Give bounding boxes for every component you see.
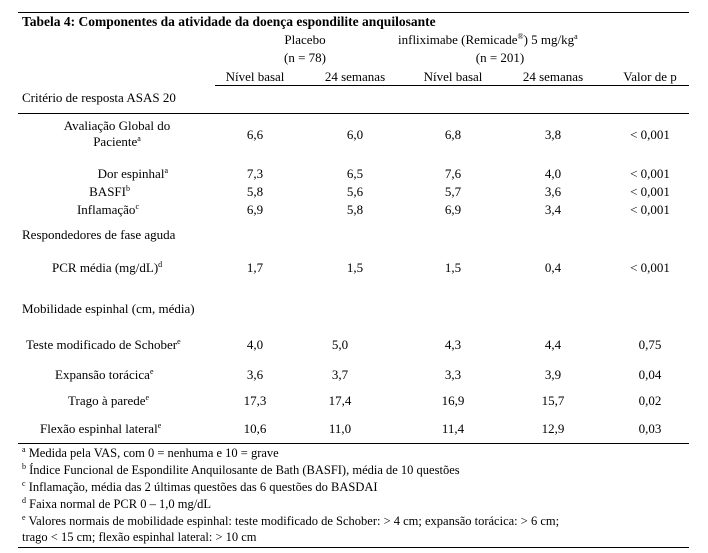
row-label-text: BASFI bbox=[89, 184, 126, 199]
cell: 3,7 bbox=[331, 367, 349, 382]
footnote-ref: e bbox=[149, 367, 154, 376]
row-label bbox=[22, 184, 130, 199]
cell: 3,4 bbox=[544, 202, 562, 217]
footnote-ref: c bbox=[135, 202, 139, 211]
row-label-text: Expansão torácica bbox=[55, 367, 150, 382]
infliximab-header bbox=[398, 32, 578, 47]
table-title: Tabela 4: Componentes da atividade da doença espondilite anquilosante bbox=[22, 14, 436, 29]
footnote-mark: e bbox=[22, 513, 26, 522]
cell: 12,9 bbox=[541, 421, 565, 436]
cell: 5,8 bbox=[246, 184, 264, 199]
col-basal-infliximab: Nível basal bbox=[423, 69, 483, 84]
infliximab-name: infliximabe (Remicade bbox=[398, 32, 518, 47]
cell: 6,9 bbox=[444, 202, 462, 217]
footnote-text: Medida pela VAS, com 0 = nenhuma e 10 = grave bbox=[25, 446, 279, 460]
cell: < 0,001 bbox=[630, 166, 670, 181]
cell: < 0,001 bbox=[630, 202, 670, 217]
footnote-ref: b bbox=[126, 184, 130, 193]
cell: 16,9 bbox=[441, 393, 465, 408]
cell: 3,9 bbox=[544, 367, 562, 382]
footnote-mark: c bbox=[22, 479, 26, 488]
footnote-text: Índice Funcional de Espondilite Anquilosante de Bath (BASFI), média de 10 questões bbox=[26, 463, 460, 477]
cell: 6,8 bbox=[444, 127, 462, 142]
cell: 5,8 bbox=[346, 202, 364, 217]
footnote-mark: d bbox=[22, 496, 26, 505]
row-label-text: Teste modificado de Schober bbox=[26, 337, 178, 352]
cell: 3,6 bbox=[246, 367, 264, 382]
cell: 1,5 bbox=[346, 260, 364, 275]
cell: 10,6 bbox=[243, 421, 267, 436]
row-label-text: Flexão espinhal lateral bbox=[40, 421, 158, 436]
section-asas: Critério de resposta ASAS 20 bbox=[22, 90, 176, 105]
row-label bbox=[22, 118, 212, 133]
row-label-line1: Avaliação Global do bbox=[63, 118, 171, 133]
cell: 1,7 bbox=[246, 260, 264, 275]
footnote-c bbox=[22, 480, 378, 495]
cell: 6,0 bbox=[346, 127, 364, 142]
bottom-rule bbox=[18, 443, 689, 444]
section-rule bbox=[18, 113, 689, 114]
cell: 7,3 bbox=[246, 166, 264, 181]
footnote-ref: d bbox=[158, 260, 163, 269]
cell: 11,4 bbox=[441, 421, 465, 436]
cell: 5,7 bbox=[444, 184, 462, 199]
footnote-b bbox=[22, 463, 460, 478]
cell: 15,7 bbox=[541, 393, 565, 408]
cell: 6,6 bbox=[246, 127, 264, 142]
row-label-text: Dor espinhal bbox=[97, 166, 165, 181]
placebo-header: Placebo bbox=[284, 32, 326, 47]
row-label bbox=[26, 337, 181, 352]
cell: 7,6 bbox=[444, 166, 462, 181]
cell: < 0,001 bbox=[630, 260, 670, 275]
footnote-mark: a bbox=[22, 445, 26, 454]
cell: < 0,001 bbox=[630, 127, 670, 142]
cell: 5,6 bbox=[346, 184, 364, 199]
footnote-text: Faixa normal de PCR 0 – 1,0 mg/dL bbox=[26, 497, 212, 511]
section-mobility: Mobilidade espinhal (cm, média) bbox=[22, 301, 195, 316]
row-label-line2: Paciente bbox=[93, 134, 138, 149]
cell: 5,0 bbox=[331, 337, 349, 352]
cell: 6,9 bbox=[246, 202, 264, 217]
row-label bbox=[22, 202, 139, 217]
cell: 0,4 bbox=[544, 260, 562, 275]
row-label-2 bbox=[22, 134, 212, 149]
row-label bbox=[68, 393, 149, 408]
row-label bbox=[52, 260, 162, 275]
cell: 4,3 bbox=[444, 337, 462, 352]
cell: 0,75 bbox=[638, 337, 662, 352]
infliximab-note: a bbox=[574, 32, 578, 41]
footnote-ref: e bbox=[157, 421, 162, 430]
cell: 17,3 bbox=[243, 393, 267, 408]
row-label-text: Trago à parede bbox=[68, 393, 146, 408]
row-label bbox=[40, 421, 161, 436]
footnote-mark: b bbox=[22, 462, 26, 471]
cell: 1,5 bbox=[444, 260, 462, 275]
footnote-a bbox=[22, 446, 279, 461]
col-24w-placebo: 24 semanas bbox=[324, 69, 386, 84]
placebo-n: (n = 78) bbox=[284, 50, 326, 65]
infliximab-n: (n = 201) bbox=[475, 50, 525, 65]
cell: 4,0 bbox=[246, 337, 264, 352]
col-24w-infliximab: 24 semanas bbox=[522, 69, 584, 84]
row-label-text: PCR média (mg/dL) bbox=[52, 260, 159, 275]
footnote-d bbox=[22, 497, 211, 512]
footnote-e-cont: trago < 15 cm; flexão espinhal lateral: > 10 cm bbox=[22, 530, 257, 544]
footnote-text: Valores normais de mobilidade espinhal: teste modificado de Schober: > 4 cm; expansão torácica: > 6 cm; bbox=[25, 514, 560, 528]
footnote-ref: e bbox=[145, 393, 150, 402]
infliximab-dose: ) 5 mg/kg bbox=[523, 32, 575, 47]
cell: 6,5 bbox=[346, 166, 364, 181]
cell: 0,03 bbox=[638, 421, 662, 436]
cell: 17,4 bbox=[328, 393, 352, 408]
cell: 3,3 bbox=[444, 367, 462, 382]
row-label-text: Inflamação bbox=[76, 202, 136, 217]
col-p-value: Valor de p bbox=[623, 69, 677, 84]
col-basal-placebo: Nível basal bbox=[225, 69, 285, 84]
registered-mark: ® bbox=[517, 32, 524, 41]
section-fase: Respondedores de fase aguda bbox=[22, 227, 176, 242]
cell: 11,0 bbox=[328, 421, 352, 436]
cell: 4,0 bbox=[544, 166, 562, 181]
footnote-ref: a bbox=[137, 134, 141, 143]
header-rule bbox=[215, 85, 689, 86]
cell: < 0,001 bbox=[630, 184, 670, 199]
cell: 4,4 bbox=[544, 337, 562, 352]
cell: 3,6 bbox=[544, 184, 562, 199]
cell: 0,02 bbox=[638, 393, 662, 408]
footnote-e bbox=[22, 514, 559, 529]
footnote-ref: a bbox=[164, 166, 168, 175]
footnote-text: Inflamação, média das 2 últimas questões das 6 questões do BASDAI bbox=[25, 480, 378, 494]
row-label bbox=[22, 166, 168, 181]
top-rule bbox=[18, 12, 689, 13]
cell: 3,8 bbox=[544, 127, 562, 142]
end-rule bbox=[18, 547, 689, 548]
footnote-ref: e bbox=[177, 337, 181, 346]
row-label bbox=[55, 367, 154, 382]
cell: 0,04 bbox=[638, 367, 662, 382]
